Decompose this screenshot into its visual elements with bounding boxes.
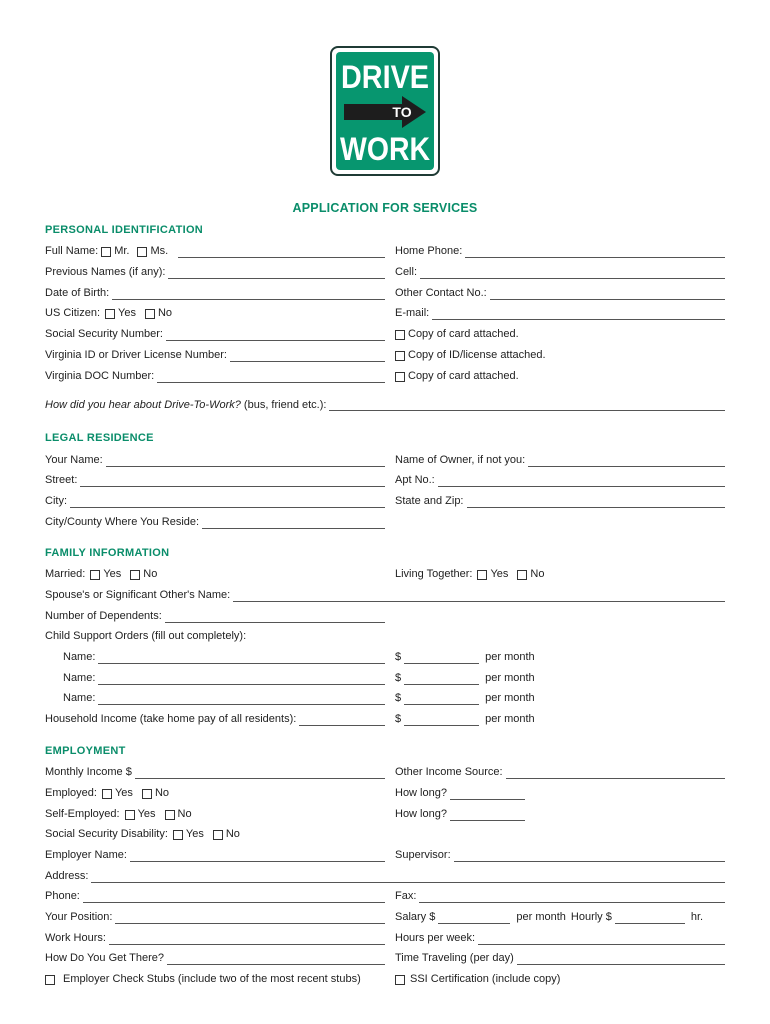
dob-input[interactable] xyxy=(112,289,385,300)
child-support-name-3[interactable] xyxy=(63,692,385,705)
per-month-label: per month xyxy=(485,713,535,725)
section-personal-identification: PERSONAL IDENTIFICATION xyxy=(45,224,204,236)
hear-about-hint: (bus, friend etc.): xyxy=(240,399,327,411)
living-no-checkbox[interactable] xyxy=(517,570,527,580)
employed-no-checkbox[interactable] xyxy=(142,789,152,799)
living-together-field xyxy=(395,568,725,581)
monthly-income-label: Monthly Income $ xyxy=(45,766,132,778)
household-amount[interactable] xyxy=(395,713,545,726)
child-support-amount-1[interactable] xyxy=(395,651,545,664)
self-yes-label: Yes xyxy=(137,808,156,820)
spouse-name-field[interactable] xyxy=(45,589,725,602)
home-phone-input[interactable] xyxy=(465,247,725,258)
living-together-label: Living Together: xyxy=(395,568,473,580)
check-stubs-label: Employer Check Stubs (include two of the most recent stubs) xyxy=(63,973,361,985)
copy-card-label: Copy of card attached. xyxy=(408,328,519,340)
hourly-label: Hourly $ xyxy=(570,911,612,923)
copy-card2-option[interactable] xyxy=(395,370,725,383)
va-id-field[interactable] xyxy=(45,349,385,362)
apt-label: Apt No.: xyxy=(395,474,435,486)
check-stubs-checkbox[interactable] xyxy=(45,975,55,985)
child-name-input[interactable] xyxy=(98,694,385,705)
other-income-input[interactable] xyxy=(506,768,725,779)
us-citizen-field xyxy=(45,307,385,320)
employer-name-label: Employer Name: xyxy=(45,849,127,861)
married-yes-label: Yes xyxy=(103,568,122,580)
married-no-label: No xyxy=(143,568,158,580)
married-label: Married: xyxy=(45,568,86,580)
ssd-no-checkbox[interactable] xyxy=(213,830,223,840)
phone-field[interactable] xyxy=(45,890,385,903)
household-income-label: Household Income (take home pay of all residents): xyxy=(45,713,297,725)
home-phone-field[interactable] xyxy=(395,245,725,258)
get-there-input[interactable] xyxy=(167,954,385,965)
how-long-input[interactable] xyxy=(450,810,525,821)
position-field[interactable] xyxy=(45,911,385,924)
logo-graphic xyxy=(336,52,434,170)
owner-name-input[interactable] xyxy=(528,456,725,467)
email-label: E-mail: xyxy=(395,307,430,319)
drive-to-work-logo xyxy=(330,46,440,176)
hourly-input[interactable] xyxy=(615,913,685,924)
child-support-amount-2[interactable] xyxy=(395,672,545,685)
va-doc-field[interactable] xyxy=(45,370,385,383)
state-zip-input[interactable] xyxy=(467,497,726,508)
employed-yes-checkbox[interactable] xyxy=(102,789,112,799)
va-id-label: Virginia ID or Driver License Number: xyxy=(45,349,227,361)
fax-input[interactable] xyxy=(419,892,725,903)
living-yes-checkbox[interactable] xyxy=(477,570,487,580)
ssi-checkbox[interactable] xyxy=(395,975,405,985)
employed-how-long-field[interactable] xyxy=(395,787,525,800)
position-label: Your Position: xyxy=(45,911,113,923)
county-input[interactable] xyxy=(202,518,385,529)
dependents-label: Number of Dependents: xyxy=(45,610,162,622)
child-name-label: Name: xyxy=(63,672,96,684)
work-hours-field[interactable] xyxy=(45,932,385,945)
logo-arrow-text: TO xyxy=(392,104,412,120)
household-income-input[interactable] xyxy=(299,715,385,726)
your-name-label: Your Name: xyxy=(45,454,103,466)
married-field xyxy=(45,568,385,581)
married-yes-checkbox[interactable] xyxy=(90,570,100,580)
dollar-label: $ xyxy=(395,713,402,725)
apt-input[interactable] xyxy=(438,476,725,487)
ssi-label: SSI Certification (include copy) xyxy=(410,973,561,985)
self-employed-label: Self-Employed: xyxy=(45,808,120,820)
city-input[interactable] xyxy=(70,497,385,508)
dob-label: Date of Birth: xyxy=(45,287,110,299)
child-support-heading xyxy=(45,630,385,643)
phone-input[interactable] xyxy=(83,892,385,903)
owner-name-label: Name of Owner, if not you: xyxy=(395,454,526,466)
supervisor-field[interactable] xyxy=(395,849,725,862)
spouse-name-input[interactable] xyxy=(233,591,725,602)
per-month-label: per month xyxy=(485,692,535,704)
amount-input[interactable] xyxy=(404,674,479,685)
hours-week-field[interactable] xyxy=(395,932,725,945)
dob-field[interactable] xyxy=(45,287,385,300)
section-family-information: FAMILY INFORMATION xyxy=(45,547,170,559)
address-field[interactable] xyxy=(45,870,725,883)
mr-label: Mr. xyxy=(114,245,130,257)
citizen-no-checkbox[interactable] xyxy=(145,309,155,319)
child-name-label: Name: xyxy=(63,692,96,704)
owner-name-field[interactable] xyxy=(395,454,725,467)
full-name-input[interactable] xyxy=(178,247,385,258)
employed-field xyxy=(45,787,385,800)
dependents-field[interactable] xyxy=(45,610,385,623)
your-name-input[interactable] xyxy=(106,456,385,467)
ssd-label: Social Security Disability: xyxy=(45,828,168,840)
copy-id-option[interactable] xyxy=(395,349,725,362)
va-id-input[interactable] xyxy=(230,351,385,362)
per-month-label: per month xyxy=(485,651,535,663)
living-no-label: No xyxy=(530,568,545,580)
how-long-label: How long? xyxy=(395,787,447,799)
citizen-no-label: No xyxy=(157,307,173,319)
ssn-input[interactable] xyxy=(166,330,385,341)
city-label: City: xyxy=(45,495,67,507)
employed-yes-label: Yes xyxy=(114,787,133,799)
copy-card2-checkbox[interactable] xyxy=(395,372,405,382)
section-employment: EMPLOYMENT xyxy=(45,745,126,757)
us-citizen-label: US Citizen: xyxy=(45,307,101,319)
time-travel-field[interactable] xyxy=(395,952,725,965)
other-income-field[interactable] xyxy=(395,766,725,779)
email-input[interactable] xyxy=(432,309,725,320)
copy-card-option[interactable] xyxy=(395,328,725,341)
address-input[interactable] xyxy=(91,872,725,883)
cell-input[interactable] xyxy=(420,268,725,279)
logo-line1: DRIVE xyxy=(341,59,429,95)
employed-no-label: No xyxy=(154,787,169,799)
living-yes-label: Yes xyxy=(490,568,509,580)
copy-card2-label: Copy of card attached. xyxy=(408,370,519,382)
work-hours-label: Work Hours: xyxy=(45,932,106,944)
mr-checkbox[interactable] xyxy=(101,247,111,257)
ms-checkbox[interactable] xyxy=(137,247,147,257)
employer-name-field[interactable] xyxy=(45,849,385,862)
child-support-amount-3[interactable] xyxy=(395,692,545,705)
child-name-label: Name: xyxy=(63,651,96,663)
other-contact-input[interactable] xyxy=(490,289,725,300)
previous-names-input[interactable] xyxy=(168,268,385,279)
previous-names-field[interactable] xyxy=(45,266,385,279)
ssn-label: Social Security Number: xyxy=(45,328,163,340)
salary-label: Salary $ xyxy=(395,911,436,923)
child-support-name-1[interactable] xyxy=(63,651,385,664)
your-name-field[interactable] xyxy=(45,454,385,467)
other-contact-field[interactable] xyxy=(395,287,725,300)
ssi-option[interactable] xyxy=(395,973,725,986)
street-label: Street: xyxy=(45,474,78,486)
copy-card-checkbox[interactable] xyxy=(395,330,405,340)
state-zip-field[interactable] xyxy=(395,495,725,508)
ssd-yes-label: Yes xyxy=(185,828,204,840)
position-input[interactable] xyxy=(115,913,385,924)
form-title: APPLICATION FOR SERVICES xyxy=(292,201,478,215)
dependents-input[interactable] xyxy=(165,612,385,623)
fax-field[interactable] xyxy=(395,890,725,903)
salary-per-month-label: per month xyxy=(516,911,566,923)
va-doc-label: Virginia DOC Number: xyxy=(45,370,155,382)
salary-field[interactable] xyxy=(395,911,725,924)
self-how-long-field[interactable] xyxy=(395,808,525,821)
county-field[interactable] xyxy=(45,516,385,529)
full-name-field[interactable] xyxy=(45,245,385,258)
county-label: City/County Where You Reside: xyxy=(45,516,200,528)
address-label: Address: xyxy=(45,870,89,882)
monthly-income-field[interactable] xyxy=(45,766,385,779)
hr-label: hr. xyxy=(690,911,704,923)
section-legal-residence: LEGAL RESIDENCE xyxy=(45,432,154,444)
time-travel-input[interactable] xyxy=(517,954,725,965)
copy-id-label: Copy of ID/license attached. xyxy=(408,349,546,361)
child-name-input[interactable] xyxy=(98,674,385,685)
va-doc-input[interactable] xyxy=(157,372,385,383)
home-phone-label: Home Phone: xyxy=(395,245,463,257)
self-employed-field xyxy=(45,808,385,821)
fax-label: Fax: xyxy=(395,890,417,902)
get-there-field[interactable] xyxy=(45,952,385,965)
supervisor-input[interactable] xyxy=(454,851,725,862)
child-support-name-2[interactable] xyxy=(63,672,385,685)
ssn-field[interactable] xyxy=(45,328,385,341)
citizen-yes-checkbox[interactable] xyxy=(105,309,115,319)
dollar-label: $ xyxy=(395,651,402,663)
other-income-label: Other Income Source: xyxy=(395,766,503,778)
other-contact-label: Other Contact No.: xyxy=(395,287,487,299)
supervisor-label: Supervisor: xyxy=(395,849,451,861)
hear-about-field[interactable] xyxy=(45,399,725,411)
street-field[interactable] xyxy=(45,474,385,487)
self-no-checkbox[interactable] xyxy=(165,810,175,820)
ms-label: Ms. xyxy=(150,245,169,257)
cell-label: Cell: xyxy=(395,266,418,278)
hear-about-input[interactable] xyxy=(329,400,725,411)
copy-id-checkbox[interactable] xyxy=(395,351,405,361)
married-no-checkbox[interactable] xyxy=(130,570,140,580)
previous-names-label: Previous Names (if any): xyxy=(45,266,166,278)
per-month-label: per month xyxy=(485,672,535,684)
email-field[interactable] xyxy=(395,307,725,320)
how-long-label: How long? xyxy=(395,808,447,820)
how-long-input[interactable] xyxy=(450,789,525,800)
amount-input[interactable] xyxy=(404,715,479,726)
salary-input[interactable] xyxy=(438,913,510,924)
ssd-yes-checkbox[interactable] xyxy=(173,830,183,840)
time-travel-label: Time Traveling (per day) xyxy=(395,952,514,964)
hours-week-label: Hours per week: xyxy=(395,932,476,944)
self-yes-checkbox[interactable] xyxy=(125,810,135,820)
spouse-name-label: Spouse's or Significant Other's Name: xyxy=(45,589,231,601)
hours-week-input[interactable] xyxy=(478,934,725,945)
city-field[interactable] xyxy=(45,495,385,508)
dollar-label: $ xyxy=(395,692,402,704)
child-name-input[interactable] xyxy=(98,653,385,664)
employer-name-input[interactable] xyxy=(130,851,385,862)
ssd-field xyxy=(45,828,385,841)
ssd-no-label: No xyxy=(225,828,240,840)
hear-about-question: How did you hear about Drive-To-Work? xyxy=(45,399,241,411)
monthly-income-input[interactable] xyxy=(135,768,385,779)
citizen-yes-label: Yes xyxy=(118,307,136,319)
employed-label: Employed: xyxy=(45,787,97,799)
check-stubs-option[interactable] xyxy=(45,973,385,986)
logo-line2: WORK xyxy=(340,131,430,167)
work-hours-input[interactable] xyxy=(109,934,385,945)
household-income-field[interactable] xyxy=(45,713,385,726)
get-there-label: How Do You Get There? xyxy=(45,952,165,964)
amount-input[interactable] xyxy=(404,694,479,705)
dollar-label: $ xyxy=(395,672,402,684)
phone-label: Phone: xyxy=(45,890,80,902)
street-input[interactable] xyxy=(80,476,385,487)
arrow-icon xyxy=(344,96,426,128)
apt-field[interactable] xyxy=(395,474,725,487)
cell-field[interactable] xyxy=(395,266,725,279)
child-support-label: Child Support Orders (fill out completely): xyxy=(45,630,247,642)
full-name-label: Full Name: xyxy=(45,245,99,257)
amount-input[interactable] xyxy=(404,653,479,664)
state-zip-label: State and Zip: xyxy=(395,495,464,507)
self-no-label: No xyxy=(177,808,192,820)
